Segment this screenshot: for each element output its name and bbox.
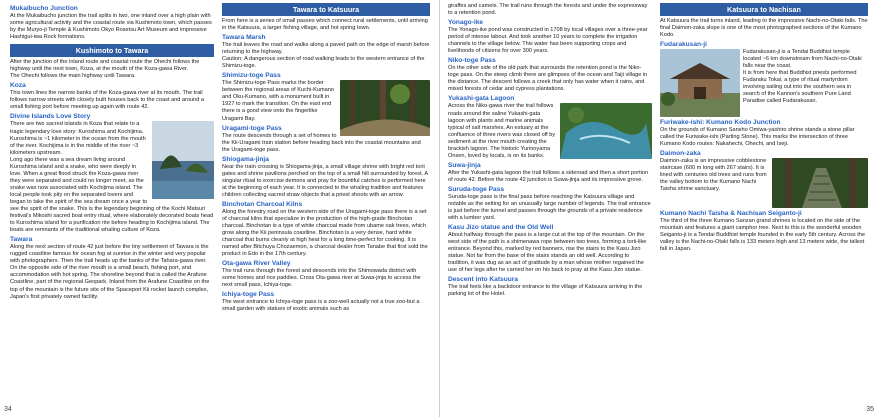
heading-mukaibucho: Mukaibucho Junction: [10, 5, 78, 12]
column-3: [448, 3, 652, 417]
text-daimon-zaka: Daimon-zaka is an impressive cobblestone staircase (600 m long with 267 stairs). It is lined with centuries old trees and runs from the valley bottom to the Kumano Nachi Taisha shrine sanctuary.: [660, 158, 767, 193]
heading-niko-toge: Niko-toge Pass: [448, 57, 496, 65]
text-divine-b: Long ago there was a sea dream living around Kuroshima island and a snake, who were deeply in love. When a great flood struck the Koza-gawa river they were separated and could no longer meet, as the snake was now associated with Kochijima island. The local people took pity on the separated lovers and began to take the spirit of the sea dream once a year to see the spirit of the snake. This is the legendary beginning of the Kochi Matsuri festival's Mikoshi sacred boat entry ritual, where elaborately decorated boats head to Kuroshima island for a purification rite before heading to Kochijima island. The boats are remnants of the traditional whaling culture of Koza.: [10, 156, 214, 234]
page-number-left: 34: [4, 406, 12, 413]
heading-yukashi-gata: Yukashi-gata Lagoon: [448, 95, 515, 103]
text-kushimoto-intro: After the junction of the inland route and coastal route the Ohechi follows the highway until the next town, Koza, at the mouth of the Koza-gawa River. The Ohechi follows the main highway until Tawara.: [10, 59, 200, 80]
photo-islands: [152, 121, 214, 199]
heading-shimizu-toge: Shimizu-toge Pass: [222, 72, 281, 80]
section-bar-katsuura-nachisan: Katsuura to Nachisan: [660, 3, 868, 16]
text-kumano-nachi-taisha: The third of the three Kumano Sanzan grand shrines is located on the side of the mountain and features a giant camphor tree. Next to this is the wonderful wooden Seiganto-ji is a Tendai Buddhist temple founded in the early 5th century. Across the valley is the Nachi-no-Otaki falls is 133 meters high and 13 meters wide, the tallest fall in Japan.: [660, 218, 866, 253]
heading-suwa-jinja: Suwa-jinja: [448, 161, 481, 169]
heading-shiogama-jinja: Shiogama-jinja: [222, 155, 269, 163]
heading-binchotan: Binchotan Charcoal Kilns: [222, 200, 303, 208]
heading-divine-islands: Divine Islands Love Story: [10, 113, 91, 121]
heading-kumano-nachi-taisha: Kumano Nachi Taisha & Nachisan Seiganto-ji: [660, 210, 802, 218]
column-2: [222, 3, 430, 417]
text-ichiya-toge: The west entrance to Ichiya-toge pass is a zoo-well actually not a true zoo-but a small garden with statues of exotic animals such as: [222, 299, 420, 313]
text-tawara: Along the next section of route 42 just before the tiny settlement of Tawara is the rugged coastline famous for ocean fog at sunrise in the winter and very popular with photographers. Then the trail heads up the banks of the Tahara-gawa river. On the opposite side of the river mouth is a small beach, fishing port, and accommodation with hot spring. The shoreline beyond that is called the Arafune Coastline, part of the regional Geopark. Inland from the Arafune Coastline on the top of the mountain is the future site of the Spaceport Kii rocket launch complex, Japan's first privately owned facility.: [10, 244, 210, 300]
heading-daimon-zaka: Daimon-zaka: [660, 150, 701, 158]
text-fudarakusan-ji: Fudarakusan-ji is a Tendai Buddhist temple located ~6 km downstream from Nachi-no-Otaki falls near the coast. It is from here that Buddhist priests performed Fudaraku Tokai, a type of ritual martyrdom involving sailing out into the southern sea in search of the Kannon's southern Pure Land Paradise called Fudarakusan.: [743, 49, 862, 105]
text-kasu-jizo: About halfway through the pass is a large cut at the top of the mountain. On the west side of the path is a shimenawa rope between two trees, forming a torii-like entrance. Beyond this, marked by red banners, rise the stairs to the Kasu Jizo statue. Not far from the base of the stairs stands an old well. According to tradition, it was dug as an act of gratitude by a man whose mother regained the use of her legs after he carried her on his back to pray at the Kasu Jizo statue.: [448, 232, 647, 274]
heading-fudarakusan-ji: Fudarakusan-ji: [660, 41, 707, 49]
heading-furiwake-ishi: Furiwake-ishi: Kumano Kodo Junction: [660, 119, 781, 127]
photo-shimizu-forest: [340, 80, 430, 136]
text-divine-a: There are two sacred islands in Koza that relate to a tragic legendary love story: Kuroshima and Kochijima. Kuroshima is ~1 kilometer in the ocean from the mouth of the river. Kochijima is in the middle of the river ~3 kilometers upstream.: [10, 121, 146, 156]
text-binchotan: Along the forestry road on the western side of the Uragami-toge pass there is a set of charcoal kilns that specialize in the production of the high-grade Binchotan charcoal. Binchotan is a type of white charcoal made from ubame oak trees, which grow along the Kii peninsula coastline. Binchotan is a very dense, hard white charcoal that burns cleanly at high heat for a long time-perfect for cooking. It is named after Bitchuya Chozaemon, a charcoal dealer from Tanabe that first sold the product in Edo in the 17th century.: [222, 208, 428, 258]
text-uragami-toge: The route descends through a set of homes to the Kii-Uragami train station before heading back into the coastal mountains and the Uragami-toge pass.: [222, 132, 421, 153]
heading-tawara: Tawara: [10, 236, 33, 244]
heading-uragami-toge: Uragami-toge Pass: [222, 124, 282, 132]
text-koza: This town lines the narrow banks of the Koza-gawa river at its mouth. The trail follows narrow streets with closely built houses back to the coast and around a small fishing port before meeting up again with route 42.: [10, 90, 205, 111]
photo-yukashi-lagoon: [560, 103, 652, 159]
heading-kasu-jizo: Kasu Jizo statue and the Old Well: [448, 224, 554, 232]
column-4: [660, 3, 868, 417]
right-page: [440, 0, 880, 417]
heading-ota-gawa: Ota-gawa River Valley: [222, 260, 291, 268]
text-yukashi-gata: Across the Niko-gawa river the trail follows roads around the saline Yukashi-gata lagoon with plants and marine animals typical of salt marshes. An estuary at the confluence of three rivers was closed off by sediment at the river mouth creating the brackish lagoon. The historic Yurinoyama Onsen, loved by locals, is on its banks.: [448, 103, 556, 159]
text-suwa-jinja: After the Yukashi-gata lagoon the trail follows a sideroad and then a short portion of route 42. Before the route 42 junction is Suwa-jinja and its impressive grove.: [448, 169, 649, 183]
heading-ichiya-toge: Ichiya-toge Pass: [222, 291, 275, 299]
section-bar-tawara-katsuura: Tawara to Katsuura: [222, 3, 430, 16]
text-giraffes: giraffes and camels. The trail runs through the forests and under the expressway to a retention pond.: [448, 3, 648, 17]
text-tawara-intro: From here is a series of small passes which connect rural settlements, until arriving in the Katsuura, a larger fishing village, and hot spring town.: [222, 18, 428, 32]
heading-koza: Koza: [10, 82, 26, 90]
text-yonago-ike: The Yonago-ike pond was constructed in 1708 by local villages over a three-year period of intense labour. And took another 10 years to complete the irrigation channels to the village below. This water has been supporting crops and livelihoods of citizens for over 300 years.: [448, 27, 648, 55]
text-mukaibucho: At the Mukaibucho junction the trail splits in two, one inland over a high plain with some agricultural activity and the coastal route via Kushimoto town, which passes by the Muryo-ji Temple & Kushimoto Okyo Rosetsu Art Museum and impressive Hashigui-iwa Rock formations.: [10, 13, 212, 41]
heading-descent-katsuura: Descent into Katsuura: [448, 276, 518, 284]
text-shiogama-jinja: Near the train crossing is Shiogama-jinja, a small village shrine with bright red torii gates and shrine pavilions perched on the top of a small hill surrounded by forest. A singular ritual to exorcise demons and pray for bountiful catches is performed here at the beginning of each year. It is connected to the whaling tradition and features children collecting sacred straw objects that a priest shoots with an arrow.: [222, 163, 428, 198]
text-furiwake-ishi: On the grounds of Kumano Sansho Omiwa-yashiro shrine stands a stone pillar called the Furiwake-ishi (Parting Stone). This marks the intersection of three Kumano Kodo routes: Nakahechi, Ohechi, and Iseji.: [660, 127, 855, 148]
text-descent-katsuura: The trail feels like a backdoor entrance to the village of Katsuura arriving in the parking lot of the Hotel.: [448, 284, 643, 298]
heading-yonago-ike: Yonago-ike: [448, 19, 484, 27]
text-ota-gawa: The trail runs through the forest and descends into the Shimowada district with some homes and rice paddies. Cross Ota-gawa river at Suwa-jinja to access the next small pass, Ichiya-toge.: [222, 268, 421, 289]
column-1: [10, 3, 214, 417]
text-niko-toge: On the other side of the old park that surrounds the retention pond is the Niko-toge pass. On the steep climb there are glimpses of the ocean and Taiji village in the distance. The descent follows a creek that only has water when it rains, and mixed forests of cedar and cypress plantations.: [448, 65, 648, 93]
text-tawara-marsh: The trail leaves the road and walks along a paved path on the edge of marsh before returning to the highway. Caution: A dangerous section of road walking leads to the western entrance of the Shimizu-toge.: [222, 42, 430, 70]
text-katsuura-intro: At Katsuura the trail turns inland, leading to the impressive Nachi-no-Otaki falls. The final Daimon-zaka slope is one of the most photographed sections of the Kumano Kodo.: [660, 18, 868, 39]
text-suruda-toge: Suruda-toge pass is the final pass before reaching the Katsuura village and notable as the setting for an unusually large number of legends. The trail entrance is just before the tunnel and passes through the grounds of a private residence with a lumber yard.: [448, 193, 651, 222]
text-shimizu-toge: The Shimizu-toge Pass marks the border between the regional areas of Kuchi-Kumano and Oku-Kumano, with a monument built in 1927 to mark the transition. On the east end there is a good view onto the fingerlike Uragami Bay.: [222, 80, 334, 122]
photo-fudarakusan-temple: [660, 49, 740, 117]
page-number-right: 35: [866, 406, 874, 413]
heading-tawara-marsh: Tawara Marsh: [222, 34, 266, 42]
heading-suruda-toge: Suruda-toge Pass: [448, 185, 505, 193]
photo-daimon-zaka: [772, 158, 868, 208]
section-bar-kushimoto-tawara: Kushimoto to Tawara: [10, 44, 214, 57]
